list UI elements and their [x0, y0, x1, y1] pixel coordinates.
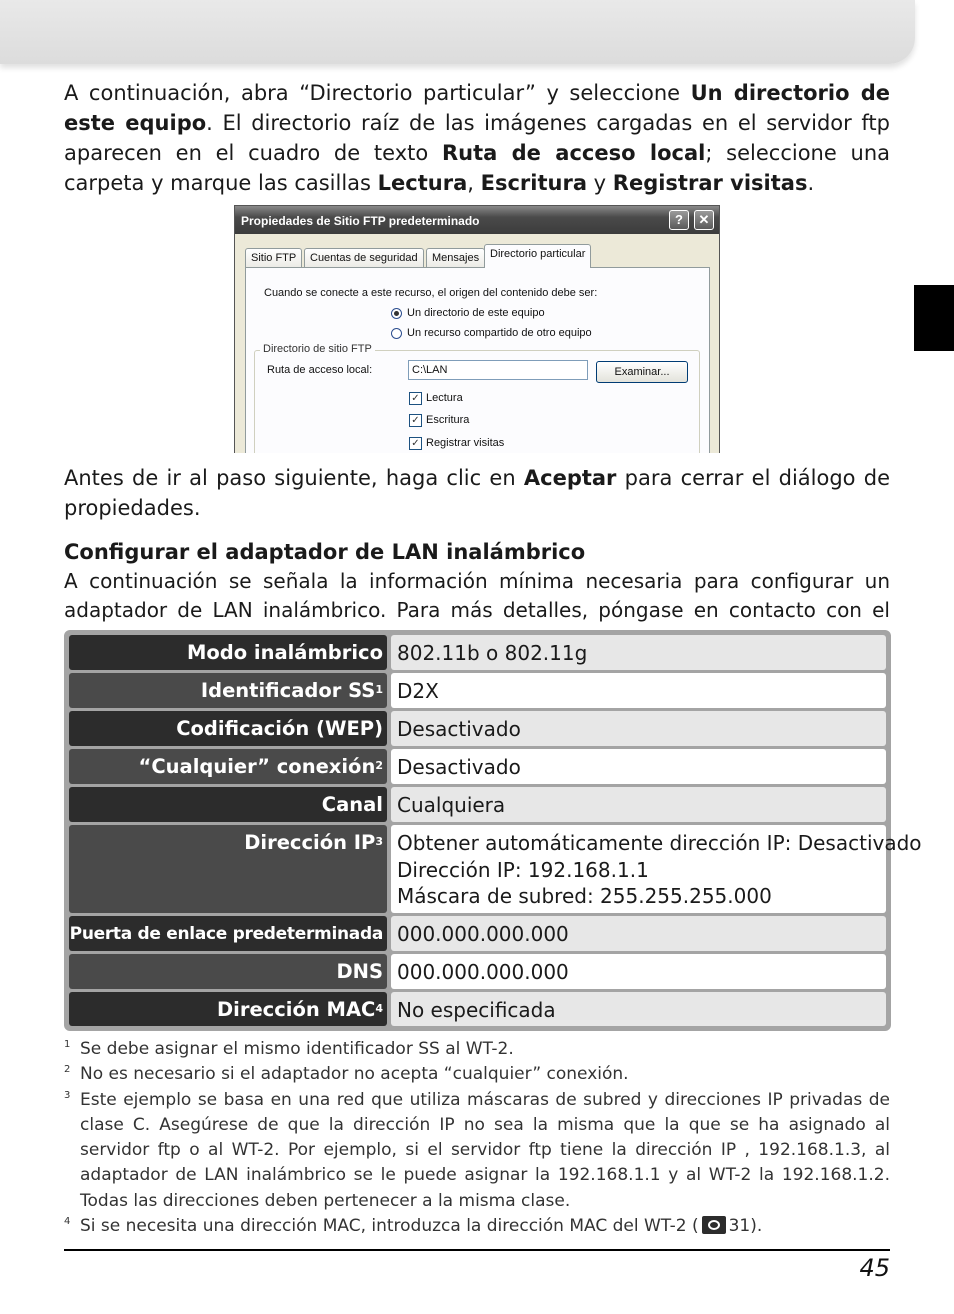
- log-visits-checkbox[interactable]: ✓: [409, 437, 422, 450]
- row-value: Desactivado: [391, 749, 886, 784]
- row-label: “Cualquier” conexión$^2$: [69, 749, 387, 784]
- path-label: Ruta de acceso local:: [267, 364, 373, 376]
- row-label: DNS: [69, 954, 387, 989]
- radio-local-label: Un directorio de este equipo: [407, 307, 545, 319]
- read-label: Lectura: [426, 392, 463, 404]
- footnote: 2 No es necesario si el adaptador no acepta “cualquier” conexión.: [64, 1064, 629, 1085]
- next-step-paragraph: Antes de ir al paso siguiente, haga clic en Aceptar para cerrar el diálogo de propiedades.: [64, 466, 891, 520]
- radio-local-directory[interactable]: [391, 308, 402, 319]
- row-value: Desactivado: [391, 711, 886, 746]
- group-label: Directorio de sitio FTP: [260, 343, 375, 355]
- footnote: 1 Se debe asignar el mismo identificador SS al WT-2.: [64, 1039, 514, 1059]
- table-row: [69, 711, 886, 746]
- row-label: Identificador $SS^1$: [69, 673, 387, 708]
- table-row: [69, 787, 886, 822]
- row-label: Dirección MAC$^4$: [69, 992, 387, 1026]
- footer-rule: [64, 1249, 890, 1251]
- source-prompt: Cuando se conecte a este recurso, el origen del contenido debe ser:: [264, 287, 598, 299]
- row-value: D2X: [391, 673, 886, 708]
- radio-network-share[interactable]: [391, 328, 402, 339]
- row-label: Dirección $IP^3$: [69, 825, 387, 913]
- log-visits-label: Registrar visitas: [426, 437, 505, 449]
- close-button[interactable]: ✕: [694, 210, 714, 230]
- row-value: Cualquiera: [391, 787, 886, 822]
- table-row: [69, 954, 886, 989]
- local-path-input[interactable]: C:\LAN: [408, 360, 588, 380]
- tab-mensajes[interactable]: Mensajes: [426, 248, 485, 267]
- row-value: Obtener automáticamente dirección IP: Desactivado Dirección IP: 192.168.1.1 Máscara de subred: 255.255.255.000: [391, 825, 886, 913]
- table-row: [69, 673, 886, 708]
- row-label: Canal: [69, 787, 387, 822]
- row-label: Puerta de enlace predeterminada: [69, 916, 387, 951]
- footnote: 3 Este ejemplo se basa en una red que utiliza máscaras de subred y direcciones IP privadas de clase C. Asegúrese de que la dirección IP no sea la misma que la que se ha asignado al servidor ftp o al WT-2. Por ejemplo, si el servidor ftp tiene la dirección IP , 192.168.1.3, al adaptador de LAN inalámbrico se le puede asignar la 192.168.1.1 y al WT-2 la 192.168.1.2. Todas las direcciones deben pertenecer a la misma clase.: [64, 1089, 890, 1211]
- row-value: No especificada: [391, 992, 886, 1026]
- tab-directorio-particular[interactable]: Directorio particular: [484, 244, 591, 268]
- page-number: 45: [859, 1254, 890, 1282]
- tab-sitio-ftp[interactable]: Sitio FTP: [245, 248, 302, 267]
- row-label: Modo inalámbrico: [69, 635, 387, 670]
- help-button[interactable]: ?: [669, 210, 689, 230]
- table-row: [69, 635, 886, 670]
- browse-button[interactable]: Examinar...: [596, 361, 688, 383]
- table-row: [69, 749, 886, 784]
- footnote: 4 Si se necesita una dirección MAC, introduzca la dirección MAC del WT-2 ( 31).: [64, 1216, 763, 1237]
- table-row: [69, 825, 922, 913]
- tab-cuentas-seguridad[interactable]: Cuentas de seguridad: [304, 248, 424, 267]
- row-value: 000.000.000.000: [391, 916, 886, 951]
- intro-paragraph: A continuación, abra “Directorio particular” y seleccione Un directorio de este equipo. El directorio raíz de las imágenes cargadas en el servidor ftp aparecen en el cuadro de texto Ruta de acceso local; seleccione una carpeta y marque las casillas Lectura, Escritura y Registrar visitas.: [64, 81, 891, 195]
- write-checkbox[interactable]: ✓: [409, 414, 422, 427]
- tab-panel: [245, 267, 710, 453]
- header-band: [0, 0, 915, 64]
- row-value: 000.000.000.000: [391, 954, 886, 989]
- settings-table: [64, 630, 922, 1031]
- section-title: Configurar el adaptador de LAN inalámbrico: [64, 540, 586, 564]
- dialog-titlebar: [235, 206, 719, 234]
- row-label: Codificación (WEP): [69, 711, 387, 746]
- footnotes: [64, 1037, 890, 1239]
- row-value: 802.11b o 802.11g: [391, 635, 886, 670]
- section-tab-marker: [914, 285, 954, 351]
- table-row: [69, 916, 886, 951]
- section-body: A continuación se señala la información mínima necesaria para configurar un adaptador de LAN inalámbrico. Para más detalles, póngase en contacto con el: [64, 569, 890, 622]
- write-label: Escritura: [426, 414, 470, 426]
- radio-share-label: Un recurso compartido de otro equipo: [407, 327, 592, 339]
- table-row: [69, 992, 886, 1026]
- ftp-properties-dialog: [234, 205, 720, 453]
- dialog-title: Propiedades de Sitio FTP predeterminado: [241, 214, 480, 228]
- page-reference-icon: [702, 1216, 726, 1234]
- read-checkbox[interactable]: ✓: [409, 392, 422, 405]
